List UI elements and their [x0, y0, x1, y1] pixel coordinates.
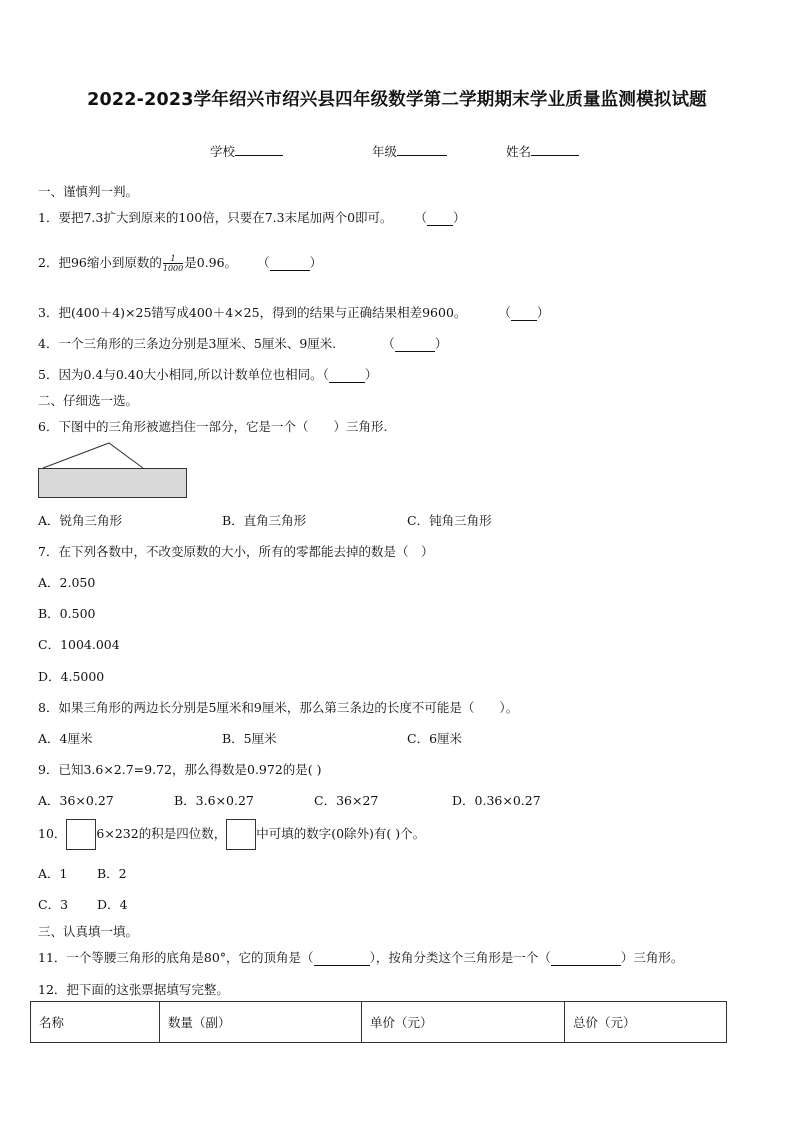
question-7-option-d[interactable]: D．4.5000 [38, 669, 105, 684]
question-3-text: 3．把(400＋4)×25错写成400＋4×25，得到的结果与正确结果相差9600。 [38, 305, 467, 320]
occluding-rectangle [39, 469, 187, 498]
question-10-text-end: 中可填的数字(0除外)有( )个。 [256, 826, 426, 841]
question-4-text: 4．一个三角形的三条边分别是3厘米、5厘米、9厘米. [38, 336, 337, 351]
question-5: 5．因为0.4与0.40大小相同,所以计数单位也相同。（ ） [38, 367, 378, 382]
grade-label: 年级 [372, 144, 398, 159]
question-9-option-a[interactable]: A．36×0.27 [38, 793, 114, 808]
question-7-option-b[interactable]: B．0.500 [38, 606, 96, 621]
question-5-text: 5．因为0.4与0.40大小相同,所以计数单位也相同。 [38, 367, 323, 382]
header-total-price: 总价（元） [565, 1002, 727, 1043]
receipt-table [30, 1001, 727, 1043]
question-9: 9．已知3.6×2.7=9.72，那么得数是0.972的是( ) [38, 762, 322, 777]
question-11 [38, 948, 683, 966]
question-11-text-1: 11．一个等腰三角形的底角是80°，它的顶角是（ [38, 950, 314, 965]
receipt-header-row [31, 1002, 727, 1043]
school-field[interactable] [210, 142, 283, 160]
question-1-answer[interactable] [427, 210, 453, 226]
question-8-option-b[interactable]: B．5厘米 [222, 731, 277, 746]
header-unit-price: 单价（元） [362, 1002, 565, 1043]
question-2: 2．把96缩小到原数的 $\frac{1}{1000}$ 是0.96。 （ ） [38, 254, 323, 273]
question-11-text-2: ），按角分类这个三角形是一个（ [369, 950, 551, 965]
triangle-visible-part [43, 443, 143, 468]
name-field[interactable] [506, 142, 579, 160]
question-2-answer[interactable] [270, 255, 310, 271]
question-9-option-c[interactable]: C．36×27 [314, 793, 379, 808]
school-blank[interactable] [235, 154, 283, 156]
grade-field[interactable] [372, 142, 447, 160]
question-4-answer[interactable] [395, 336, 435, 352]
question-11-text-3: ）三角形。 [620, 950, 684, 965]
section-2-heading: 二、仔细选一选。 [38, 393, 139, 408]
header-item-name: 名称 [31, 1002, 160, 1043]
question-11-answer-1[interactable] [314, 950, 370, 966]
question-10-text-mid: 6×232的积是四位数， [96, 826, 227, 841]
question-10-option-a[interactable]: A．1 [38, 866, 68, 881]
question-11-answer-2[interactable] [551, 950, 621, 966]
fraction-one-thousandth: $\frac{1}{1000}$ [162, 254, 184, 273]
name-blank[interactable] [531, 154, 579, 156]
occluded-triangle-figure [37, 441, 189, 501]
question-10-option-b[interactable]: B．2 [97, 866, 127, 881]
question-12: 12．把下面的这张票据填写完整。 [38, 982, 229, 997]
section-3-heading: 三、认真填一填。 [38, 924, 139, 939]
question-9-option-d[interactable]: D．0.36×0.27 [452, 793, 541, 808]
question-7-option-a[interactable]: A．2.050 [38, 575, 96, 590]
question-9-option-b[interactable]: B．3.6×0.27 [174, 793, 254, 808]
question-1-text: 1．要把7.3扩大到原来的100倍，只要在7.3末尾加两个0即可。 [38, 210, 393, 225]
question-10-option-c[interactable]: C．3 [38, 897, 69, 912]
question-10-digit-box-ref [226, 819, 256, 850]
question-3-answer[interactable] [511, 305, 537, 321]
name-label: 姓名 [506, 144, 532, 159]
section-1-heading: 一、谨慎判一判。 [38, 184, 139, 199]
header-quantity: 数量（副） [160, 1002, 362, 1043]
question-6-option-b[interactable]: B．直角三角形 [222, 513, 307, 528]
question-8-option-c[interactable]: C．6厘米 [407, 731, 463, 746]
question-6: 6．下图中的三角形被遮挡住一部分，它是一个（ ）三角形. [38, 419, 388, 434]
school-label: 学校 [210, 144, 236, 159]
question-4: 4．一个三角形的三条边分别是3厘米、5厘米、9厘米. （ ） [38, 336, 448, 351]
question-1: 1．要把7.3扩大到原来的100倍，只要在7.3末尾加两个0即可。 （ ） [38, 210, 466, 225]
question-8: 8．如果三角形的两边长分别是5厘米和9厘米，那么第三条边的长度不可能是（ ）。 [38, 700, 519, 715]
question-10-digit-box[interactable] [66, 819, 96, 850]
question-10 [38, 819, 425, 850]
grade-blank[interactable] [397, 154, 447, 156]
question-2-text: 2．把96缩小到原数的 [38, 255, 162, 270]
question-6-option-c[interactable]: C．钝角三角形 [407, 513, 492, 528]
question-7-option-c[interactable]: C．1004.004 [38, 637, 120, 652]
question-10-number: 10． [38, 826, 67, 841]
page-title: 2022-2023学年绍兴市绍兴县四年级数学第二学期期末学业质量监测模拟试题 [87, 90, 707, 110]
question-5-answer[interactable] [329, 367, 365, 383]
question-8-option-a[interactable]: A．4厘米 [38, 731, 93, 746]
question-7: 7．在下列各数中，不改变原数的大小，所有的零都能去掉的数是（ ） [38, 544, 434, 559]
question-6-option-a[interactable]: A．锐角三角形 [38, 513, 123, 528]
question-3: 3．把(400＋4)×25错写成400＋4×25，得到的结果与正确结果相差9600。 （ ） [38, 305, 550, 320]
question-10-option-d[interactable]: D．4 [97, 897, 128, 912]
